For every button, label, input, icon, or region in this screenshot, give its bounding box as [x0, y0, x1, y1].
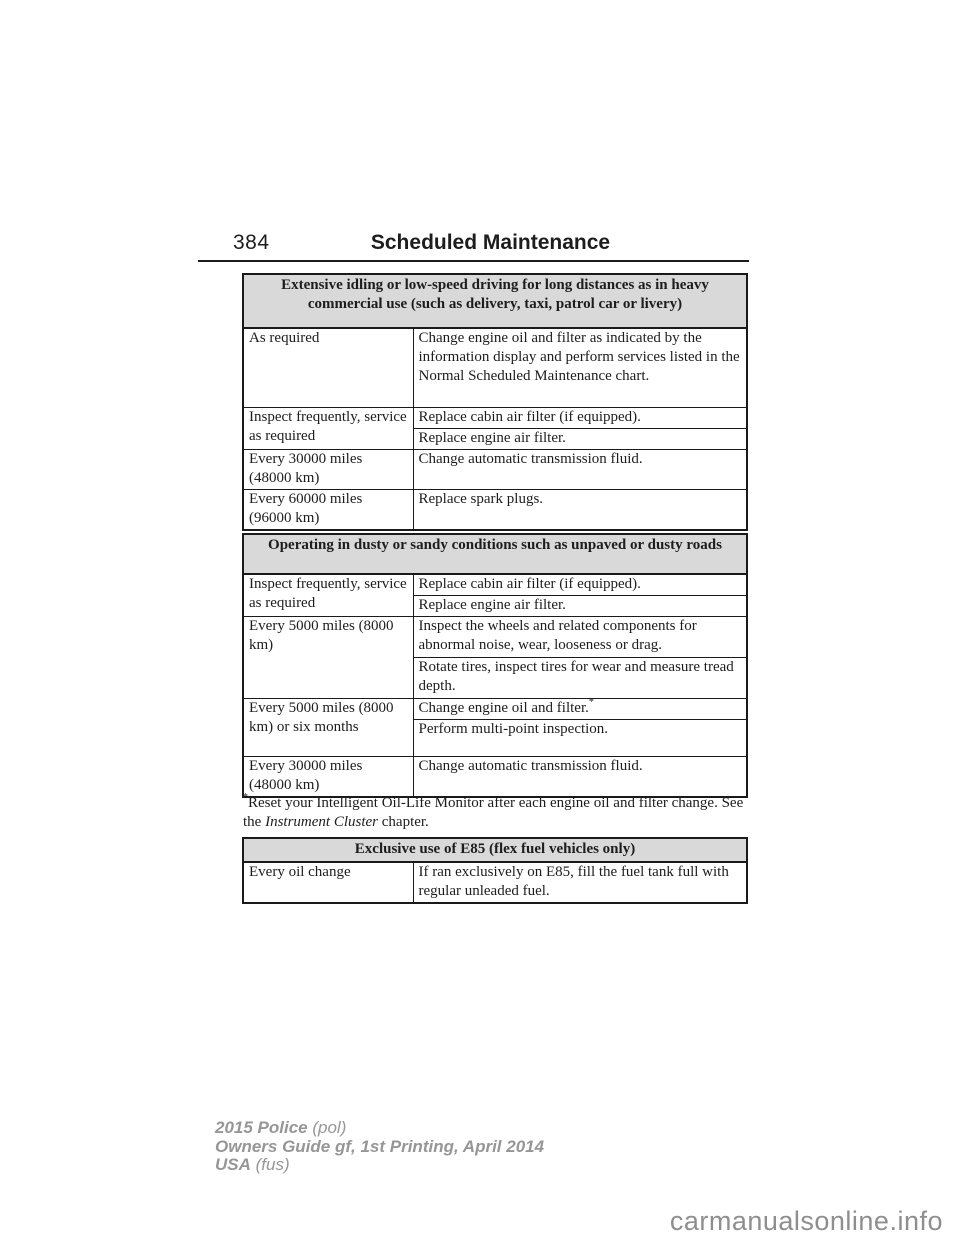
task-cell: Inspect the wheels and related components for abnormal noise, wear, looseness or drag. [413, 617, 747, 658]
task-cell: Replace engine air filter. [413, 596, 747, 617]
interval-cell: As required [243, 328, 413, 407]
task-cell: Replace engine air filter. [413, 428, 747, 449]
table-e85-flex-fuel [242, 837, 748, 904]
task-cell: If ran exclusively on E85, fill the fuel tank full with regular unleaded fuel. [413, 862, 747, 903]
table-header: Exclusive use of E85 (flex fuel vehicles only) [243, 838, 747, 862]
task-cell: Change automatic transmission fluid. [413, 757, 747, 798]
footer-line-guide: Owners Guide gf, 1st Printing, April 2014 [215, 1136, 545, 1156]
interval-cell: Every oil change [243, 862, 413, 903]
footer-line-market [215, 1156, 544, 1175]
footer-line-model [215, 1119, 544, 1138]
footnote-chapter-reference: Instrument Cluster [265, 813, 378, 830]
footer-model-code: (pol) [307, 1118, 347, 1137]
task-cell: Perform multi-point inspection. [413, 720, 747, 757]
footnote-marker: * [588, 697, 594, 708]
footer-market-name: USA [215, 1155, 251, 1174]
task-cell: Replace cabin air filter (if equipped). [413, 574, 747, 596]
footer-market-code: (fus) [250, 1155, 290, 1174]
task-cell: Change engine oil and filter as indicated by the information display and perform services listed in the Normal Scheduled Maintenance chart. [413, 328, 747, 407]
publication-footer [215, 1119, 544, 1175]
table-header: Extensive idling or low-speed driving for long distances as in heavy commercial use (such as delivery, taxi, patrol car or livery) [243, 274, 747, 328]
interval-cell: Every 5000 miles (8000 km) or six months [243, 699, 413, 757]
watermark: carmanualsonline.info [669, 1206, 943, 1236]
table-header: Operating in dusty or sandy conditions such as unpaved or dusty roads [243, 534, 747, 574]
interval-cell: Every 60000 miles (96000 km) [243, 489, 413, 530]
header-rule [198, 260, 749, 262]
task-cell: Replace spark plugs. [413, 489, 747, 530]
footnote-asterisk: * [243, 792, 248, 803]
interval-cell: Every 30000 miles (48000 km) [243, 449, 413, 489]
page-header [233, 231, 748, 257]
table-extensive-idling [242, 273, 748, 531]
task-cell: Change automatic transmission fluid. [413, 449, 747, 489]
footnote-text-end: chapter. [378, 813, 429, 830]
interval-cell: Inspect frequently, service as required [243, 574, 413, 617]
footnote [243, 794, 749, 831]
interval-cell: Every 30000 miles (48000 km) [243, 757, 413, 798]
footnote-text: Reset your Intelligent Oil-Life Monitor after each engine oil and filter change. See the [243, 795, 744, 830]
task-cell: Rotate tires, inspect tires for wear and measure tread depth. [413, 658, 747, 699]
page-number: 384 [233, 231, 270, 254]
interval-cell: Inspect frequently, service as required [243, 407, 413, 449]
table-dusty-sandy-conditions [242, 533, 748, 798]
page-title: Scheduled Maintenance [370, 231, 611, 254]
task-cell: Replace cabin air filter (if equipped). [413, 407, 747, 428]
task-cell [413, 699, 747, 720]
interval-cell: Every 5000 miles (8000 km) [243, 617, 413, 699]
footer-model-name: 2015 Police [215, 1118, 308, 1137]
task-text: Change engine oil and filter. [418, 700, 589, 716]
